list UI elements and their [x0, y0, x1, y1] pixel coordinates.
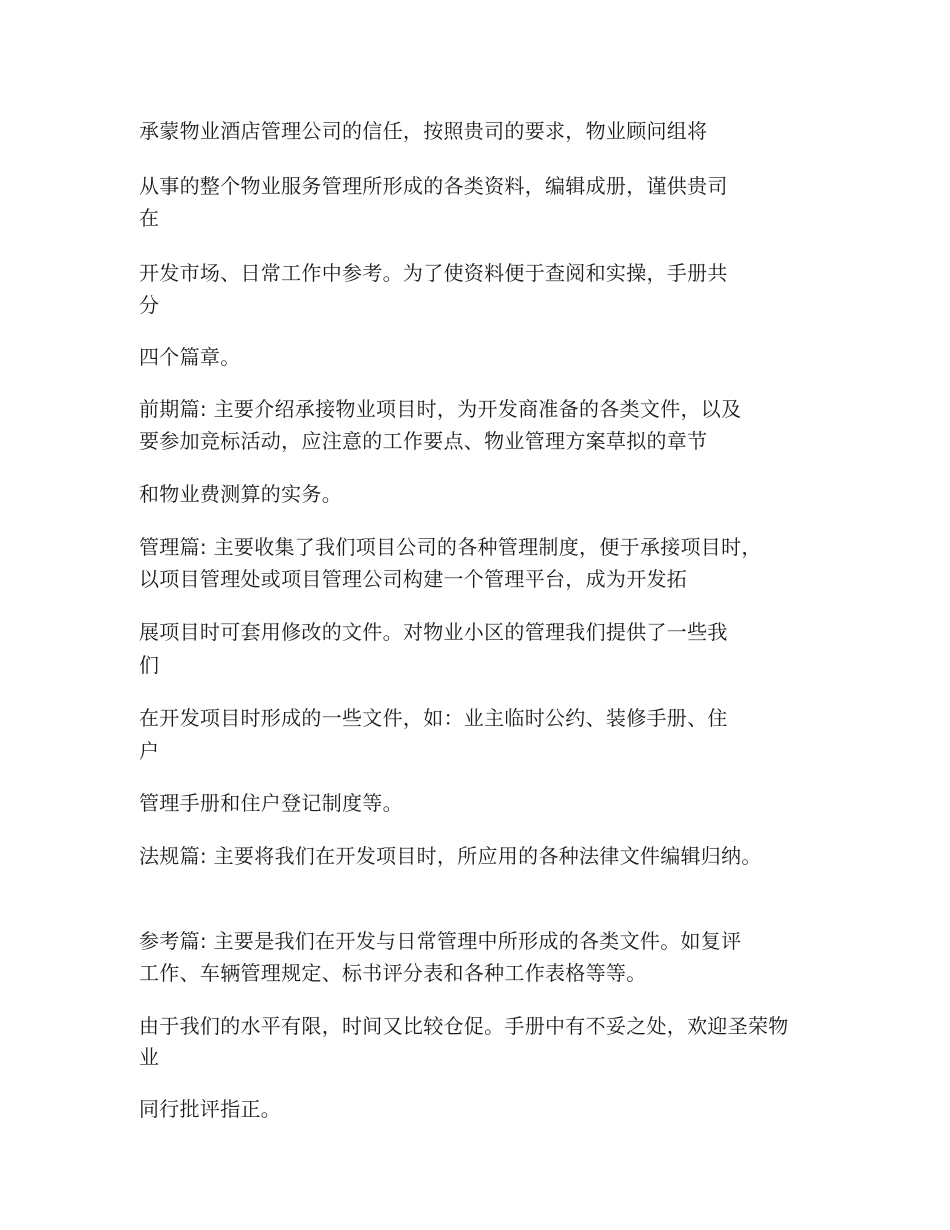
text-line: 开发市场、日常工作中参考。为了使资料便于查阅和实操，手册共 [139, 261, 728, 285]
text-line: 管理手册和住户登记制度等。 [139, 791, 403, 815]
text-line: 由于我们的水平有限，时间又比较仓促。手册中有不妥之处，欢迎圣荣物 [139, 1014, 789, 1038]
text-line: 参考篇: 主要是我们在开发与日常管理中所形成的各类文件。如复评 [139, 929, 742, 953]
text-line: 工作、车辆管理规定、标书评分表和各种工作表格等等。 [139, 961, 647, 985]
text-line: 在 [139, 206, 160, 230]
text-line: 和物业费测算的实务。 [139, 482, 342, 506]
text-line: 要参加竞标活动，应注意的工作要点、物业管理方案草拟的章节 [139, 429, 708, 453]
text-line: 们 [139, 653, 160, 677]
text-line: 在开发项目时形成的一些文件，如：业主临时公约、装修手册、住 [139, 706, 728, 730]
text-line: 以项目管理处或项目管理公司构建一个管理平台，成为开发拓 [139, 567, 688, 591]
text-line: 从事的整个物业服务管理所形成的各类资料，编辑成册，谨供贵司 [139, 174, 728, 198]
text-line: 管理篇: 主要收集了我们项目公司的各种管理制度，便于承接项目时， [139, 535, 762, 559]
text-line: 业 [139, 1045, 160, 1069]
text-line: 前期篇: 主要介绍承接物业项目时，为开发商准备的各类文件，以及 [139, 397, 742, 421]
text-line: 户 [139, 739, 160, 763]
text-line: 展项目时可套用修改的文件。对物业小区的管理我们提供了一些我 [139, 620, 728, 644]
text-line: 分 [139, 293, 160, 317]
text-line: 法规篇: 主要将我们在开发项目时，所应用的各种法律文件编辑归纳。 [139, 844, 762, 868]
text-line: 同行批评指正。 [139, 1097, 282, 1121]
text-line: 四个篇章。 [139, 345, 241, 369]
text-line: 承蒙物业酒店管理公司的信任，按照贵司的要求，物业顾问组将 [139, 119, 708, 143]
